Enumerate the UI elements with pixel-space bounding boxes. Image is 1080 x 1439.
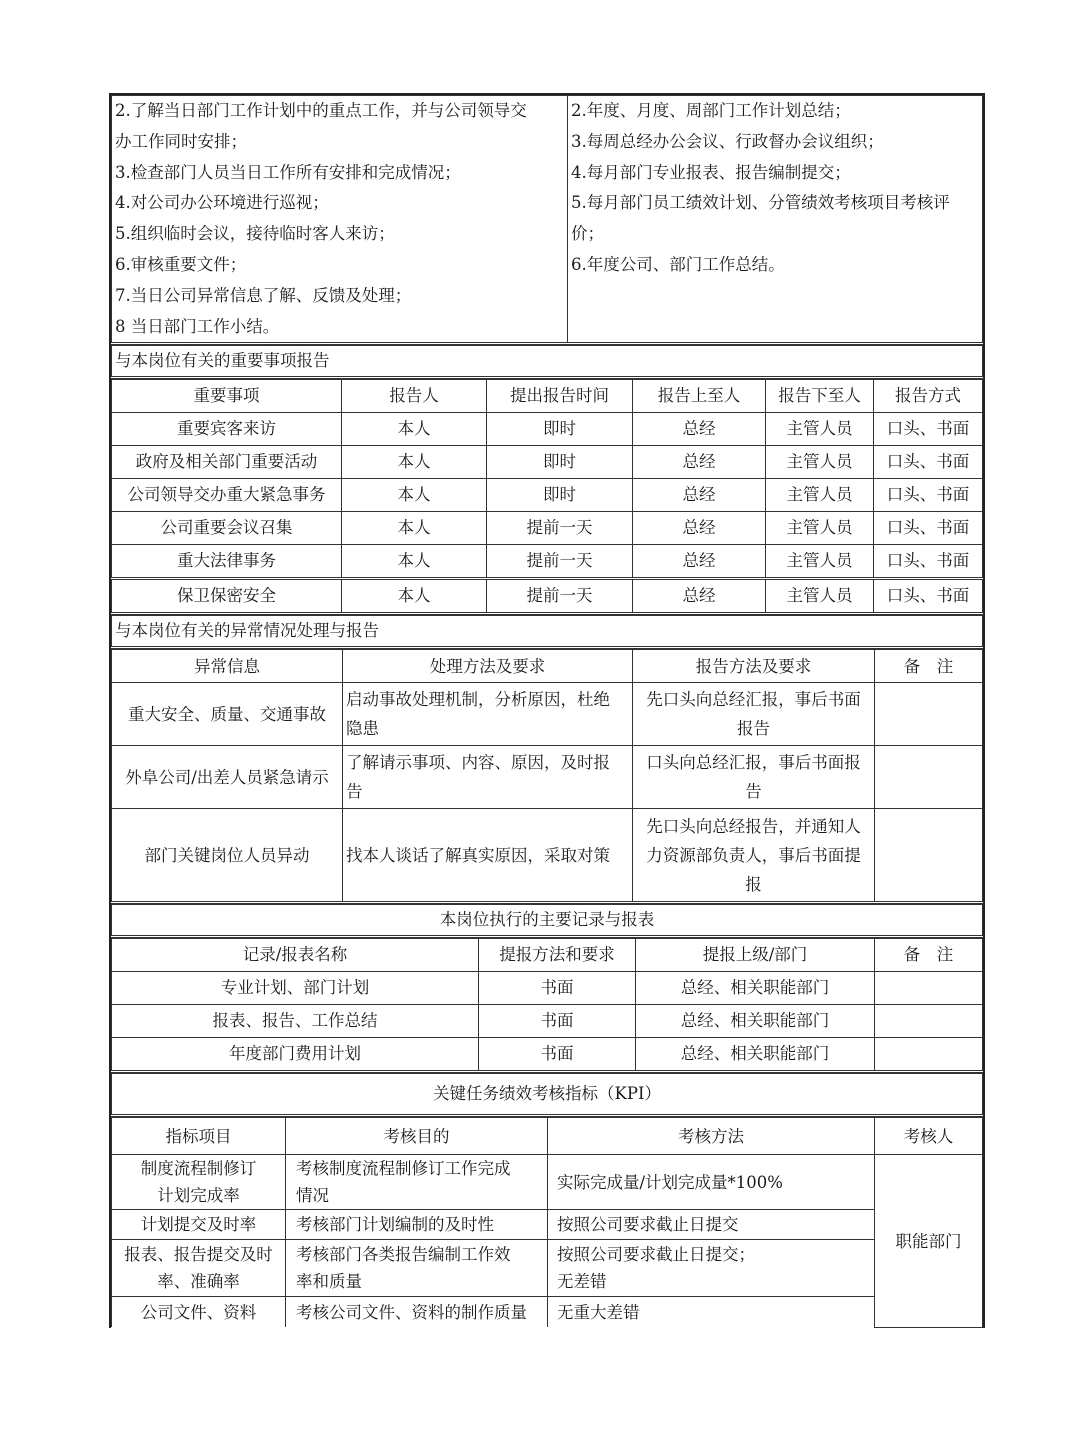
cell-submit-method: 书面	[479, 1038, 636, 1072]
kpi-title-table	[111, 1073, 983, 1117]
text-line: 了解请示事项、内容、原因，及时报	[346, 753, 610, 773]
cell-note	[875, 809, 983, 903]
cell-method: 口头、书面	[874, 413, 983, 446]
cell-handling-method	[343, 683, 633, 746]
records-table	[111, 938, 983, 1073]
column-header: 考核目的	[286, 1118, 548, 1155]
column-header: 报告上至人	[633, 380, 766, 413]
column-header: 考核方法	[548, 1118, 875, 1155]
cell-report-down: 主管人员	[766, 413, 874, 446]
table-row	[112, 1240, 983, 1297]
table-row	[112, 413, 983, 446]
text-line: 找本人谈话了解真实原因，采取对策	[346, 845, 610, 865]
duty-line: 办工作同时安排；	[115, 131, 247, 151]
cell-report-down: 主管人员	[766, 545, 874, 579]
cell-time: 即时	[487, 413, 633, 446]
daily-duties-cell	[112, 96, 568, 344]
cell-submit-to: 总经、相关职能部门	[636, 1038, 875, 1072]
exceptions-table	[111, 649, 983, 904]
cell-report-method	[633, 809, 875, 903]
cell-submit-method: 书面	[479, 1005, 636, 1038]
text-line: 计划完成率	[157, 1186, 240, 1206]
duty-line: 5.组织临时会议，接待临时客人来访；	[115, 224, 395, 244]
column-header: 报告方式	[874, 380, 983, 413]
cell-record-name: 专业计划、部门计划	[112, 972, 479, 1005]
column-header: 处理方法及要求	[343, 650, 633, 683]
section-title: 与本岗位有关的重要事项报告	[112, 346, 983, 378]
cell-note	[875, 1038, 983, 1072]
cell-method: 口头、书面	[874, 579, 983, 614]
cell-method: 口头、书面	[874, 479, 983, 512]
cell-report-up: 总经	[633, 446, 766, 479]
text-line: 按照公司要求截止日提交	[557, 1215, 739, 1235]
column-header: 报告人	[342, 380, 487, 413]
text-line: 口头向总经汇报，事后书面报	[646, 753, 861, 773]
text-line: 实际完成量/计划完成量*100%	[557, 1172, 783, 1192]
table-header-row	[112, 380, 983, 413]
text-line: 率和质量	[296, 1272, 362, 1292]
table-row	[112, 1038, 983, 1072]
cell-kpi-method	[548, 1155, 875, 1210]
text-line: 无重大差错	[557, 1302, 640, 1322]
cell-note	[875, 972, 983, 1005]
column-header: 指标项目	[112, 1118, 286, 1155]
text-line: 无差错	[557, 1272, 607, 1292]
cell-note	[875, 746, 983, 809]
cell-reporter: 本人	[342, 479, 487, 512]
table-row	[112, 809, 983, 903]
important-reports-title-table	[111, 345, 983, 379]
cell-submit-method: 书面	[479, 972, 636, 1005]
cell-time: 提前一天	[487, 579, 633, 614]
cell-report-down: 主管人员	[766, 446, 874, 479]
text-line: 按照公司要求截止日提交；	[557, 1245, 755, 1265]
column-header: 提报上级/部门	[636, 939, 875, 972]
column-header: 报告下至人	[766, 380, 874, 413]
table-row	[112, 1005, 983, 1038]
table-row	[112, 512, 983, 545]
cell-note	[875, 683, 983, 746]
duties-table	[111, 95, 983, 345]
cell-kpi-assessor: 职能部门	[875, 1155, 983, 1328]
duty-line: 6.年度公司、部门工作总结。	[571, 254, 785, 274]
duty-line: 8 当日部门工作小结。	[115, 316, 280, 336]
column-header: 异常信息	[112, 650, 343, 683]
table-header-row	[112, 939, 983, 972]
important-reports-table	[111, 379, 983, 615]
cell-reporter: 本人	[342, 512, 487, 545]
table-row	[112, 683, 983, 746]
duty-line: 5.每月部门员工绩效计划、分管绩效考核项目考核评	[571, 193, 950, 213]
cell-kpi-purpose	[286, 1155, 548, 1210]
table-header-row	[112, 1118, 983, 1155]
text-line: 计划提交及时率	[140, 1215, 257, 1235]
column-header: 备 注	[875, 939, 983, 972]
text-line: 考核公司文件、资料的制作质量	[296, 1302, 527, 1322]
text-line: 公司文件、资料	[140, 1302, 257, 1322]
cell-kpi-purpose	[286, 1240, 548, 1297]
text-line: 先口头向总经报告，并通知人	[646, 816, 861, 836]
cell-matter: 公司重要会议召集	[112, 512, 342, 545]
cell-time: 即时	[487, 446, 633, 479]
cell-method: 口头、书面	[874, 446, 983, 479]
cell-matter: 公司领导交办重大紧急事务	[112, 479, 342, 512]
cell-submit-to: 总经、相关职能部门	[636, 1005, 875, 1038]
text-line: 率、准确率	[157, 1272, 240, 1292]
cell-method: 口头、书面	[874, 512, 983, 545]
kpi-table	[111, 1117, 983, 1328]
text-line: 告	[745, 782, 762, 802]
exceptions-title-table	[111, 615, 983, 649]
cell-record-name: 报表、报告、工作总结	[112, 1005, 479, 1038]
table-row	[112, 972, 983, 1005]
cell-kpi-method	[548, 1210, 875, 1240]
cell-kpi-item	[112, 1297, 286, 1328]
cell-report-up: 总经	[633, 413, 766, 446]
duty-line: 价；	[571, 224, 604, 244]
cell-report-up: 总经	[633, 545, 766, 579]
cell-report-up: 总经	[633, 579, 766, 614]
column-header: 提出报告时间	[487, 380, 633, 413]
cell-kpi-purpose	[286, 1297, 548, 1328]
cell-submit-to: 总经、相关职能部门	[636, 972, 875, 1005]
duty-line: 2.了解当日部门工作计划中的重点工作，并与公司领导交	[115, 101, 527, 120]
section-title: 关键任务绩效考核指标（KPI）	[112, 1074, 983, 1116]
cell-report-method	[633, 683, 875, 746]
text-line: 报告	[737, 719, 770, 739]
column-header: 考核人	[875, 1118, 983, 1155]
text-line: 力资源部负责人，事后书面提	[646, 845, 861, 865]
cell-kpi-item	[112, 1155, 286, 1210]
text-line: 启动事故处理机制，分析原因，杜绝	[346, 690, 610, 710]
cell-kpi-item	[112, 1210, 286, 1240]
column-header: 备 注	[875, 650, 983, 683]
column-header: 提报方法和要求	[479, 939, 636, 972]
cell-report-down: 主管人员	[766, 479, 874, 512]
text-line: 考核部门计划编制的及时性	[296, 1215, 494, 1235]
duty-line: 3.每周总经办公会议、行政督办会议组织；	[571, 131, 884, 151]
cell-kpi-method	[548, 1240, 875, 1297]
cell-report-up: 总经	[633, 479, 766, 512]
table-row	[112, 746, 983, 809]
cell-reporter: 本人	[342, 446, 487, 479]
text-line: 情况	[296, 1186, 329, 1206]
cell-kpi-item	[112, 1240, 286, 1297]
cell-report-down: 主管人员	[766, 512, 874, 545]
column-header: 重要事项	[112, 380, 342, 413]
cell-matter: 政府及相关部门重要活动	[112, 446, 342, 479]
cell-reporter: 本人	[342, 579, 487, 614]
cell-report-up: 总经	[633, 512, 766, 545]
table-header-row	[112, 650, 983, 683]
duty-line: 7.当日公司异常信息了解、反馈及处理；	[115, 285, 412, 305]
cell-exception-info: 重大安全、质量、交通事故	[112, 683, 343, 746]
text-line: 考核制度流程制修订工作完成	[296, 1159, 511, 1179]
duty-line: 4.每月部门专业报表、报告编制提交；	[571, 162, 851, 182]
table-row	[112, 579, 983, 614]
cell-report-method	[633, 746, 875, 809]
cell-kpi-method	[548, 1297, 875, 1328]
cell-matter: 重大法律事务	[112, 545, 342, 579]
cell-matter: 保卫保密安全	[112, 579, 342, 614]
duty-line: 6.审核重要文件；	[115, 254, 247, 274]
section-title: 与本岗位有关的异常情况处理与报告	[112, 616, 983, 648]
cell-handling-method	[343, 746, 633, 809]
duty-line: 3.检查部门人员当日工作所有安排和完成情况；	[115, 162, 461, 182]
cell-reporter: 本人	[342, 413, 487, 446]
job-description-document	[109, 93, 985, 1328]
cell-matter: 重要宾客来访	[112, 413, 342, 446]
column-header: 记录/报表名称	[112, 939, 479, 972]
duty-line: 2.年度、月度、周部门工作计划总结；	[571, 101, 851, 120]
periodic-duties-cell	[568, 96, 983, 344]
table-row	[112, 479, 983, 512]
cell-kpi-purpose	[286, 1210, 548, 1240]
cell-time: 即时	[487, 479, 633, 512]
cell-record-name: 年度部门费用计划	[112, 1038, 479, 1072]
cell-method: 口头、书面	[874, 545, 983, 579]
table-row	[112, 1297, 983, 1328]
table-row	[112, 446, 983, 479]
cell-exception-info: 外阜公司/出差人员紧急请示	[112, 746, 343, 809]
cell-note	[875, 1005, 983, 1038]
cell-time: 提前一天	[487, 545, 633, 579]
table-row	[112, 545, 983, 579]
text-line: 先口头向总经汇报，事后书面	[646, 690, 861, 710]
text-line: 报表、报告提交及时	[124, 1245, 273, 1265]
text-line: 考核部门各类报告编制工作效	[296, 1245, 511, 1265]
column-header: 报告方法及要求	[633, 650, 875, 683]
records-title-table	[111, 904, 983, 938]
table-row	[112, 1210, 983, 1240]
cell-exception-info: 部门关键岗位人员异动	[112, 809, 343, 903]
cell-reporter: 本人	[342, 545, 487, 579]
text-line: 报	[745, 874, 762, 894]
section-title: 本岗位执行的主要记录与报表	[112, 905, 983, 937]
text-line: 隐患	[346, 719, 379, 739]
text-line: 制度流程制修订	[140, 1159, 257, 1179]
duty-line: 4.对公司办公环境进行巡视；	[115, 193, 329, 213]
text-line: 告	[346, 782, 363, 802]
cell-time: 提前一天	[487, 512, 633, 545]
table-row	[112, 1155, 983, 1210]
cell-report-down: 主管人员	[766, 579, 874, 614]
cell-handling-method	[343, 809, 633, 903]
